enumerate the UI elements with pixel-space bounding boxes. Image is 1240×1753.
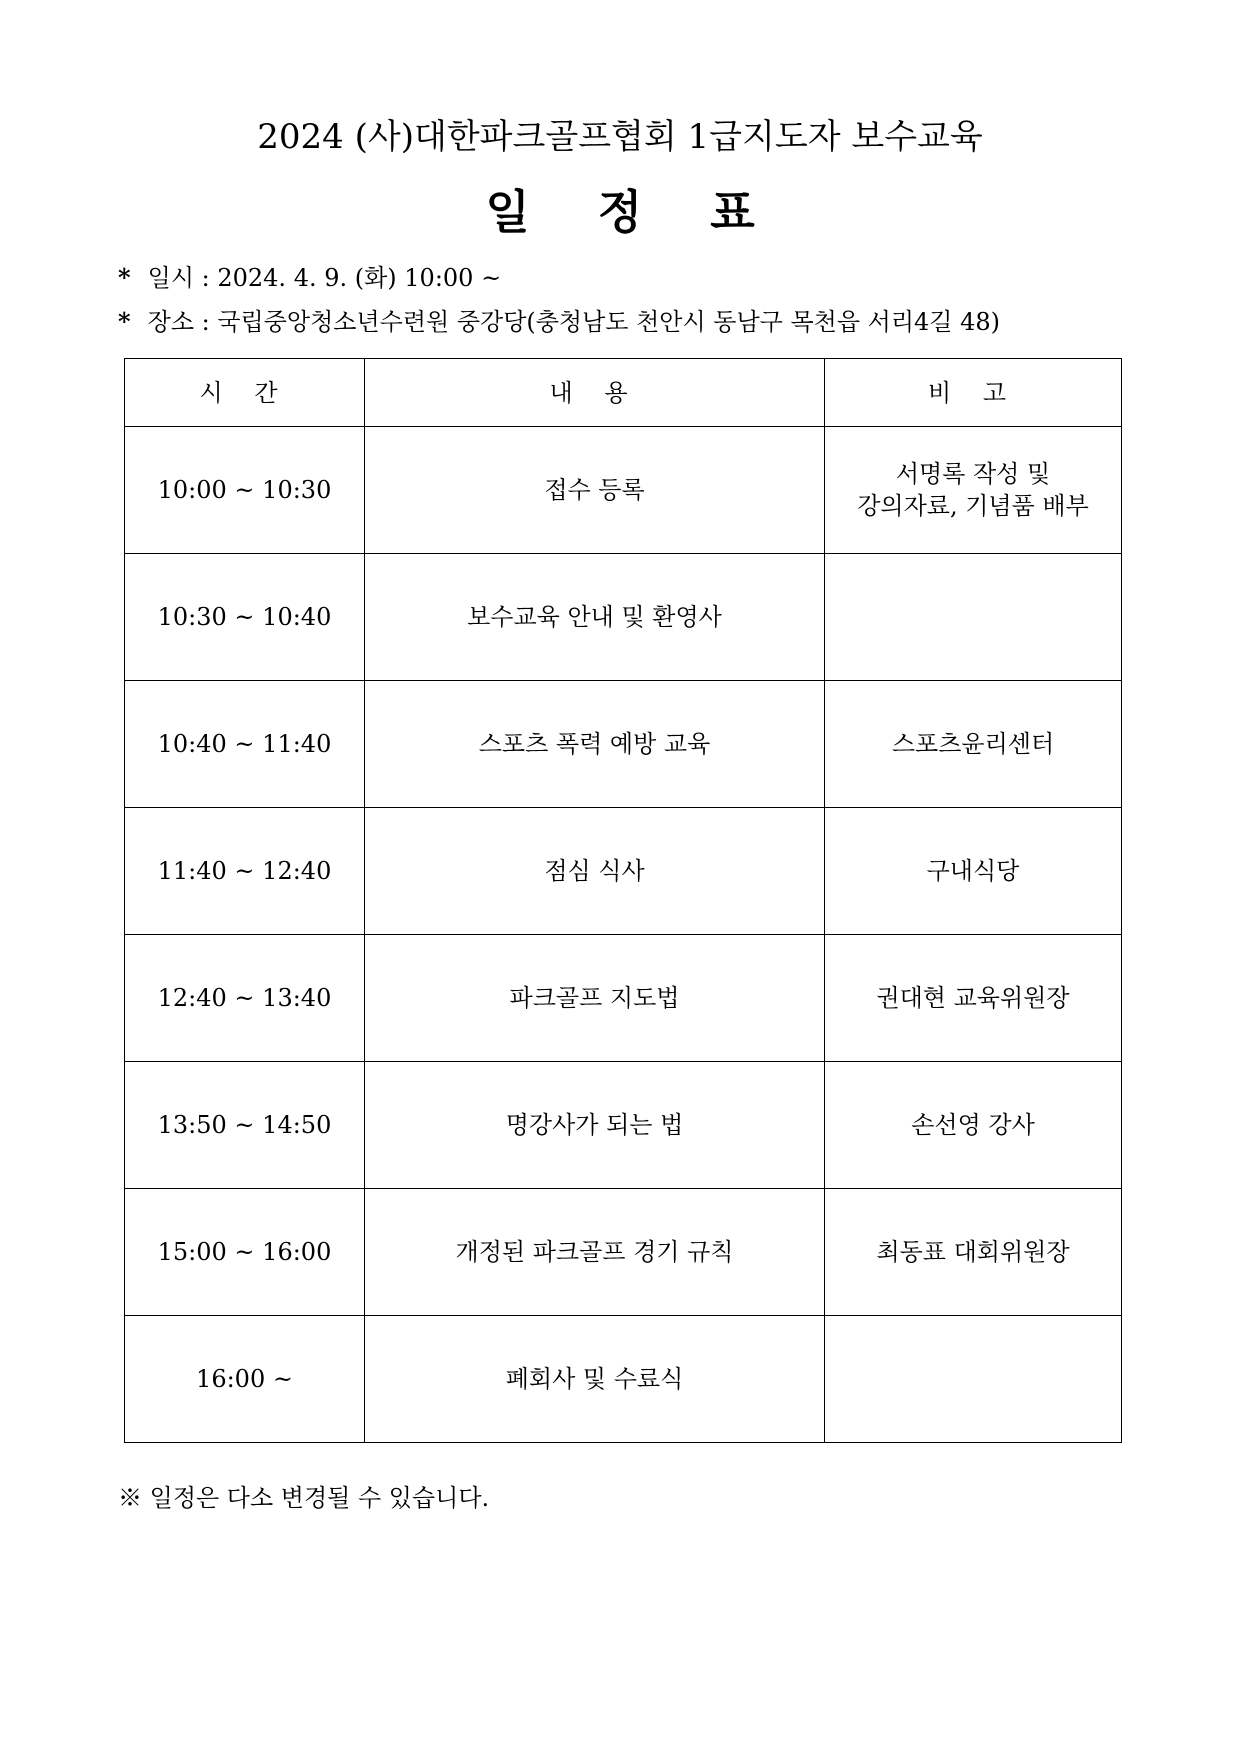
row-note xyxy=(825,808,1122,935)
row-time: 10:40 ~ 11:40 xyxy=(125,681,365,808)
row-time: 12:40 ~ 13:40 xyxy=(125,935,365,1062)
footnote: ※ 일정은 다소 변경될 수 있습니다. xyxy=(118,1484,490,1512)
header-note: 비 고 xyxy=(825,359,1122,427)
row-time: 10:30 ~ 10:40 xyxy=(125,554,365,681)
table-row xyxy=(125,681,1122,808)
document-subtitle: 2024 (사)대한파크골프협회 1급지도자 보수교육 xyxy=(257,117,983,157)
row-time: 16:00 ~ xyxy=(125,1316,365,1443)
row-note-line: 손선영 강사 xyxy=(911,1111,1035,1139)
row-note xyxy=(825,427,1122,554)
table-row xyxy=(125,1316,1122,1443)
info-date-line xyxy=(118,261,501,295)
row-content: 점심 식사 xyxy=(365,808,825,935)
row-note xyxy=(825,1316,1122,1443)
header-content: 내 용 xyxy=(365,359,825,427)
info-place-line xyxy=(118,305,1000,339)
schedule-header-row xyxy=(125,359,1122,427)
row-note xyxy=(825,1062,1122,1189)
row-content: 명강사가 되는 법 xyxy=(365,1062,825,1189)
row-content: 파크골프 지도법 xyxy=(365,935,825,1062)
row-content: 접수 등록 xyxy=(365,427,825,554)
row-note xyxy=(825,554,1122,681)
row-content: 보수교육 안내 및 환영사 xyxy=(365,554,825,681)
table-row xyxy=(125,935,1122,1062)
row-content: 개정된 파크골프 경기 규칙 xyxy=(365,1189,825,1316)
row-note-line: 권대현 교육위원장 xyxy=(876,984,1070,1012)
row-note-line: 서명록 작성 및 xyxy=(895,460,1051,488)
row-note xyxy=(825,935,1122,1062)
row-note-line: 최동표 대회위원장 xyxy=(876,1238,1070,1266)
row-note-line: 강의자료, 기념품 배부 xyxy=(857,492,1089,520)
table-row xyxy=(125,427,1122,554)
info-date-bullet: * xyxy=(118,263,131,292)
header-time: 시 간 xyxy=(125,359,365,427)
row-note xyxy=(825,681,1122,808)
document-title: 일 정 표 xyxy=(485,185,781,239)
info-place-bullet: * xyxy=(118,307,131,336)
table-row xyxy=(125,1189,1122,1316)
row-time: 15:00 ~ 16:00 xyxy=(125,1189,365,1316)
row-note-line: 스포츠윤리센터 xyxy=(891,730,1055,758)
table-row xyxy=(125,808,1122,935)
info-place-text: 장소 : 국립중앙청소년수련원 중강당(충청남도 천안시 동남구 목천읍 서리4길 48) xyxy=(147,308,1000,336)
info-date-text: 일시 : 2024. 4. 9. (화) 10:00 ~ xyxy=(147,264,502,292)
schedule-table xyxy=(124,358,1122,1443)
row-content: 스포츠 폭력 예방 교육 xyxy=(365,681,825,808)
table-row xyxy=(125,554,1122,681)
row-time: 13:50 ~ 14:50 xyxy=(125,1062,365,1189)
schedule-body xyxy=(125,427,1122,1443)
row-time: 11:40 ~ 12:40 xyxy=(125,808,365,935)
table-row xyxy=(125,1062,1122,1189)
row-note xyxy=(825,1189,1122,1316)
row-time: 10:00 ~ 10:30 xyxy=(125,427,365,554)
row-content: 폐회사 및 수료식 xyxy=(365,1316,825,1443)
row-note-line: 구내식당 xyxy=(926,857,1020,885)
